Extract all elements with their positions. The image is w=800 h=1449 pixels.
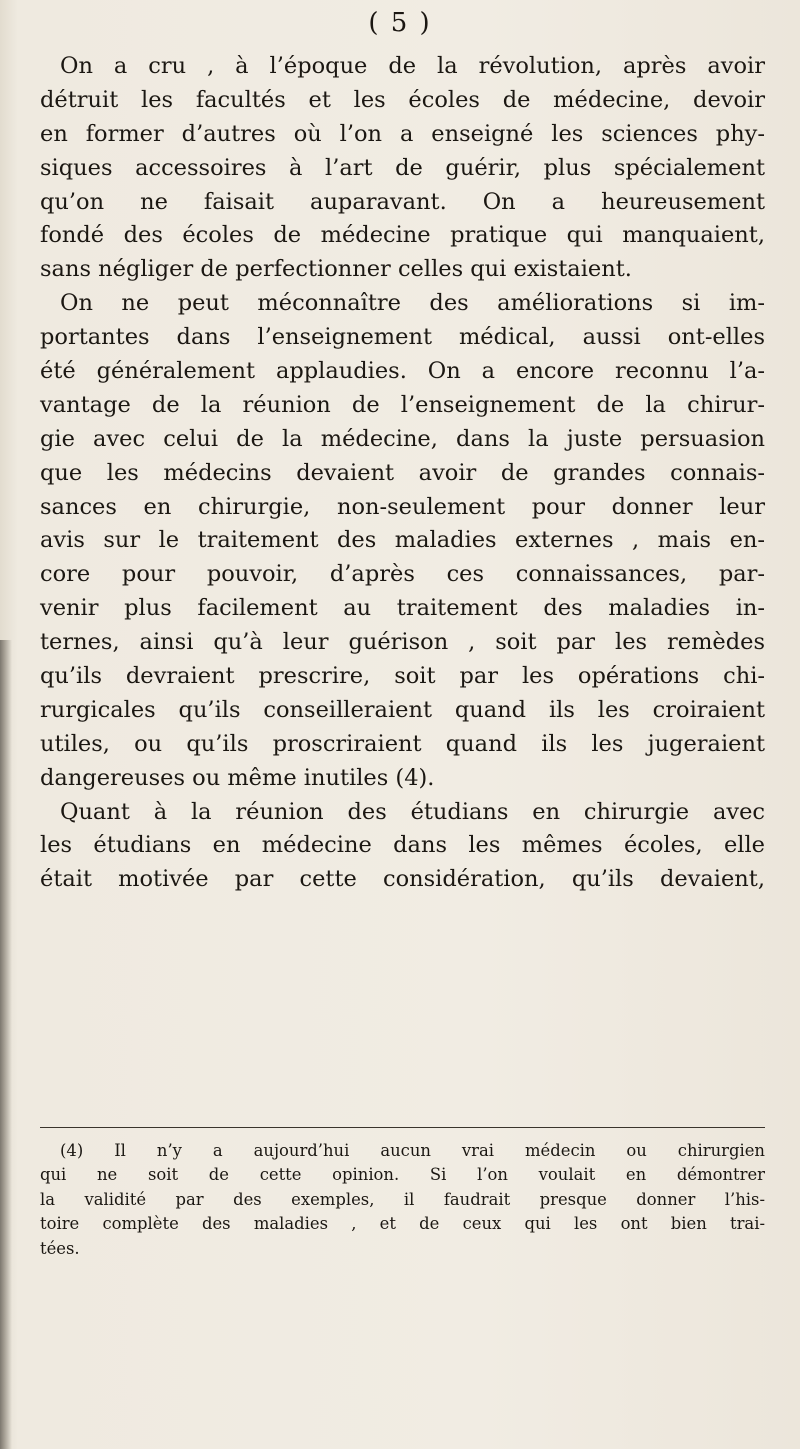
text-line: été généralement applaudies. On a encore reconnu l’a- — [40, 358, 765, 385]
text-line: en former d’autres où l’on a enseigné les sciences phy- — [40, 120, 765, 147]
text-line: gie avec celui de la médecine, dans la juste persuasion — [40, 425, 765, 452]
text-line: portantes dans l’enseignement médical, aussi ont-elles — [40, 324, 765, 351]
text-line: détruit les facultés et les écoles de médecine, devoir — [40, 86, 765, 113]
text-line: vantage de la réunion de l’enseignement de la chirur- — [40, 391, 765, 418]
footnote-line: toire complète des maladies , et de ceux qui les ont bien trai- — [40, 1214, 765, 1234]
text-line: utiles, ou qu’ils proscriraient quand ils les jugeraient — [40, 730, 765, 757]
footnote-line: tées. — [40, 1238, 80, 1258]
text-line: core pour pouvoir, d’après ces connaissances, par- — [40, 561, 765, 588]
text-line: que les médecins devaient avoir de grandes connais- — [40, 459, 765, 486]
text-line: avis sur le traitement des maladies externes , mais en- — [40, 527, 765, 554]
text-line: qu’ils devraient prescrire, soit par les opérations chi- — [40, 663, 765, 690]
text-line: les étudians en médecine dans les mêmes écoles, elle — [40, 832, 765, 859]
text-line: venir plus facilement au traitement des maladies in- — [40, 595, 765, 622]
footnote-line: (4) Il n’y a aujourd’hui aucun vrai médecin ou chirurgien — [60, 1141, 765, 1160]
text-line: Quant à la réunion des étudians en chirurgie avec — [60, 798, 765, 825]
text-line: était motivée par cette considération, qu’ils devaient, — [40, 866, 765, 893]
text-line: On ne peut méconnaître des améliorations si im- — [60, 290, 765, 317]
binding-gutter-shadow — [0, 640, 12, 1449]
footnote-line: la validité par des exemples, il faudrait presque donner l’his- — [40, 1189, 765, 1209]
footnote-separator-rule — [40, 1127, 765, 1128]
text-line: fondé des écoles de médecine pratique qui manquaient, — [40, 222, 765, 249]
text-line: sances en chirurgie, non-seulement pour donner leur — [40, 493, 765, 520]
main-text-block — [40, 50, 765, 897]
text-line: siques accessoires à l’art de guérir, plus spécialement — [40, 154, 765, 181]
text-line: qu’on ne faisait auparavant. On a heureusement — [40, 188, 765, 215]
footnote-line: qui ne soit de cette opinion. Si l’on voulait en démontrer — [40, 1165, 765, 1185]
text-line: dangereuses ou même inutiles (4). — [40, 764, 435, 791]
text-line: sans négliger de perfectionner celles qui existaient. — [40, 256, 632, 283]
text-line: On a cru , à l’époque de la révolution, après avoir — [60, 53, 765, 79]
text-line: ternes, ainsi qu’à leur guérison , soit par les remèdes — [40, 629, 765, 656]
text-line: rurgicales qu’ils conseilleraient quand ils les croiraient — [40, 696, 765, 723]
footnote-block — [40, 1139, 765, 1261]
page-number: ( 5 ) — [368, 8, 432, 38]
